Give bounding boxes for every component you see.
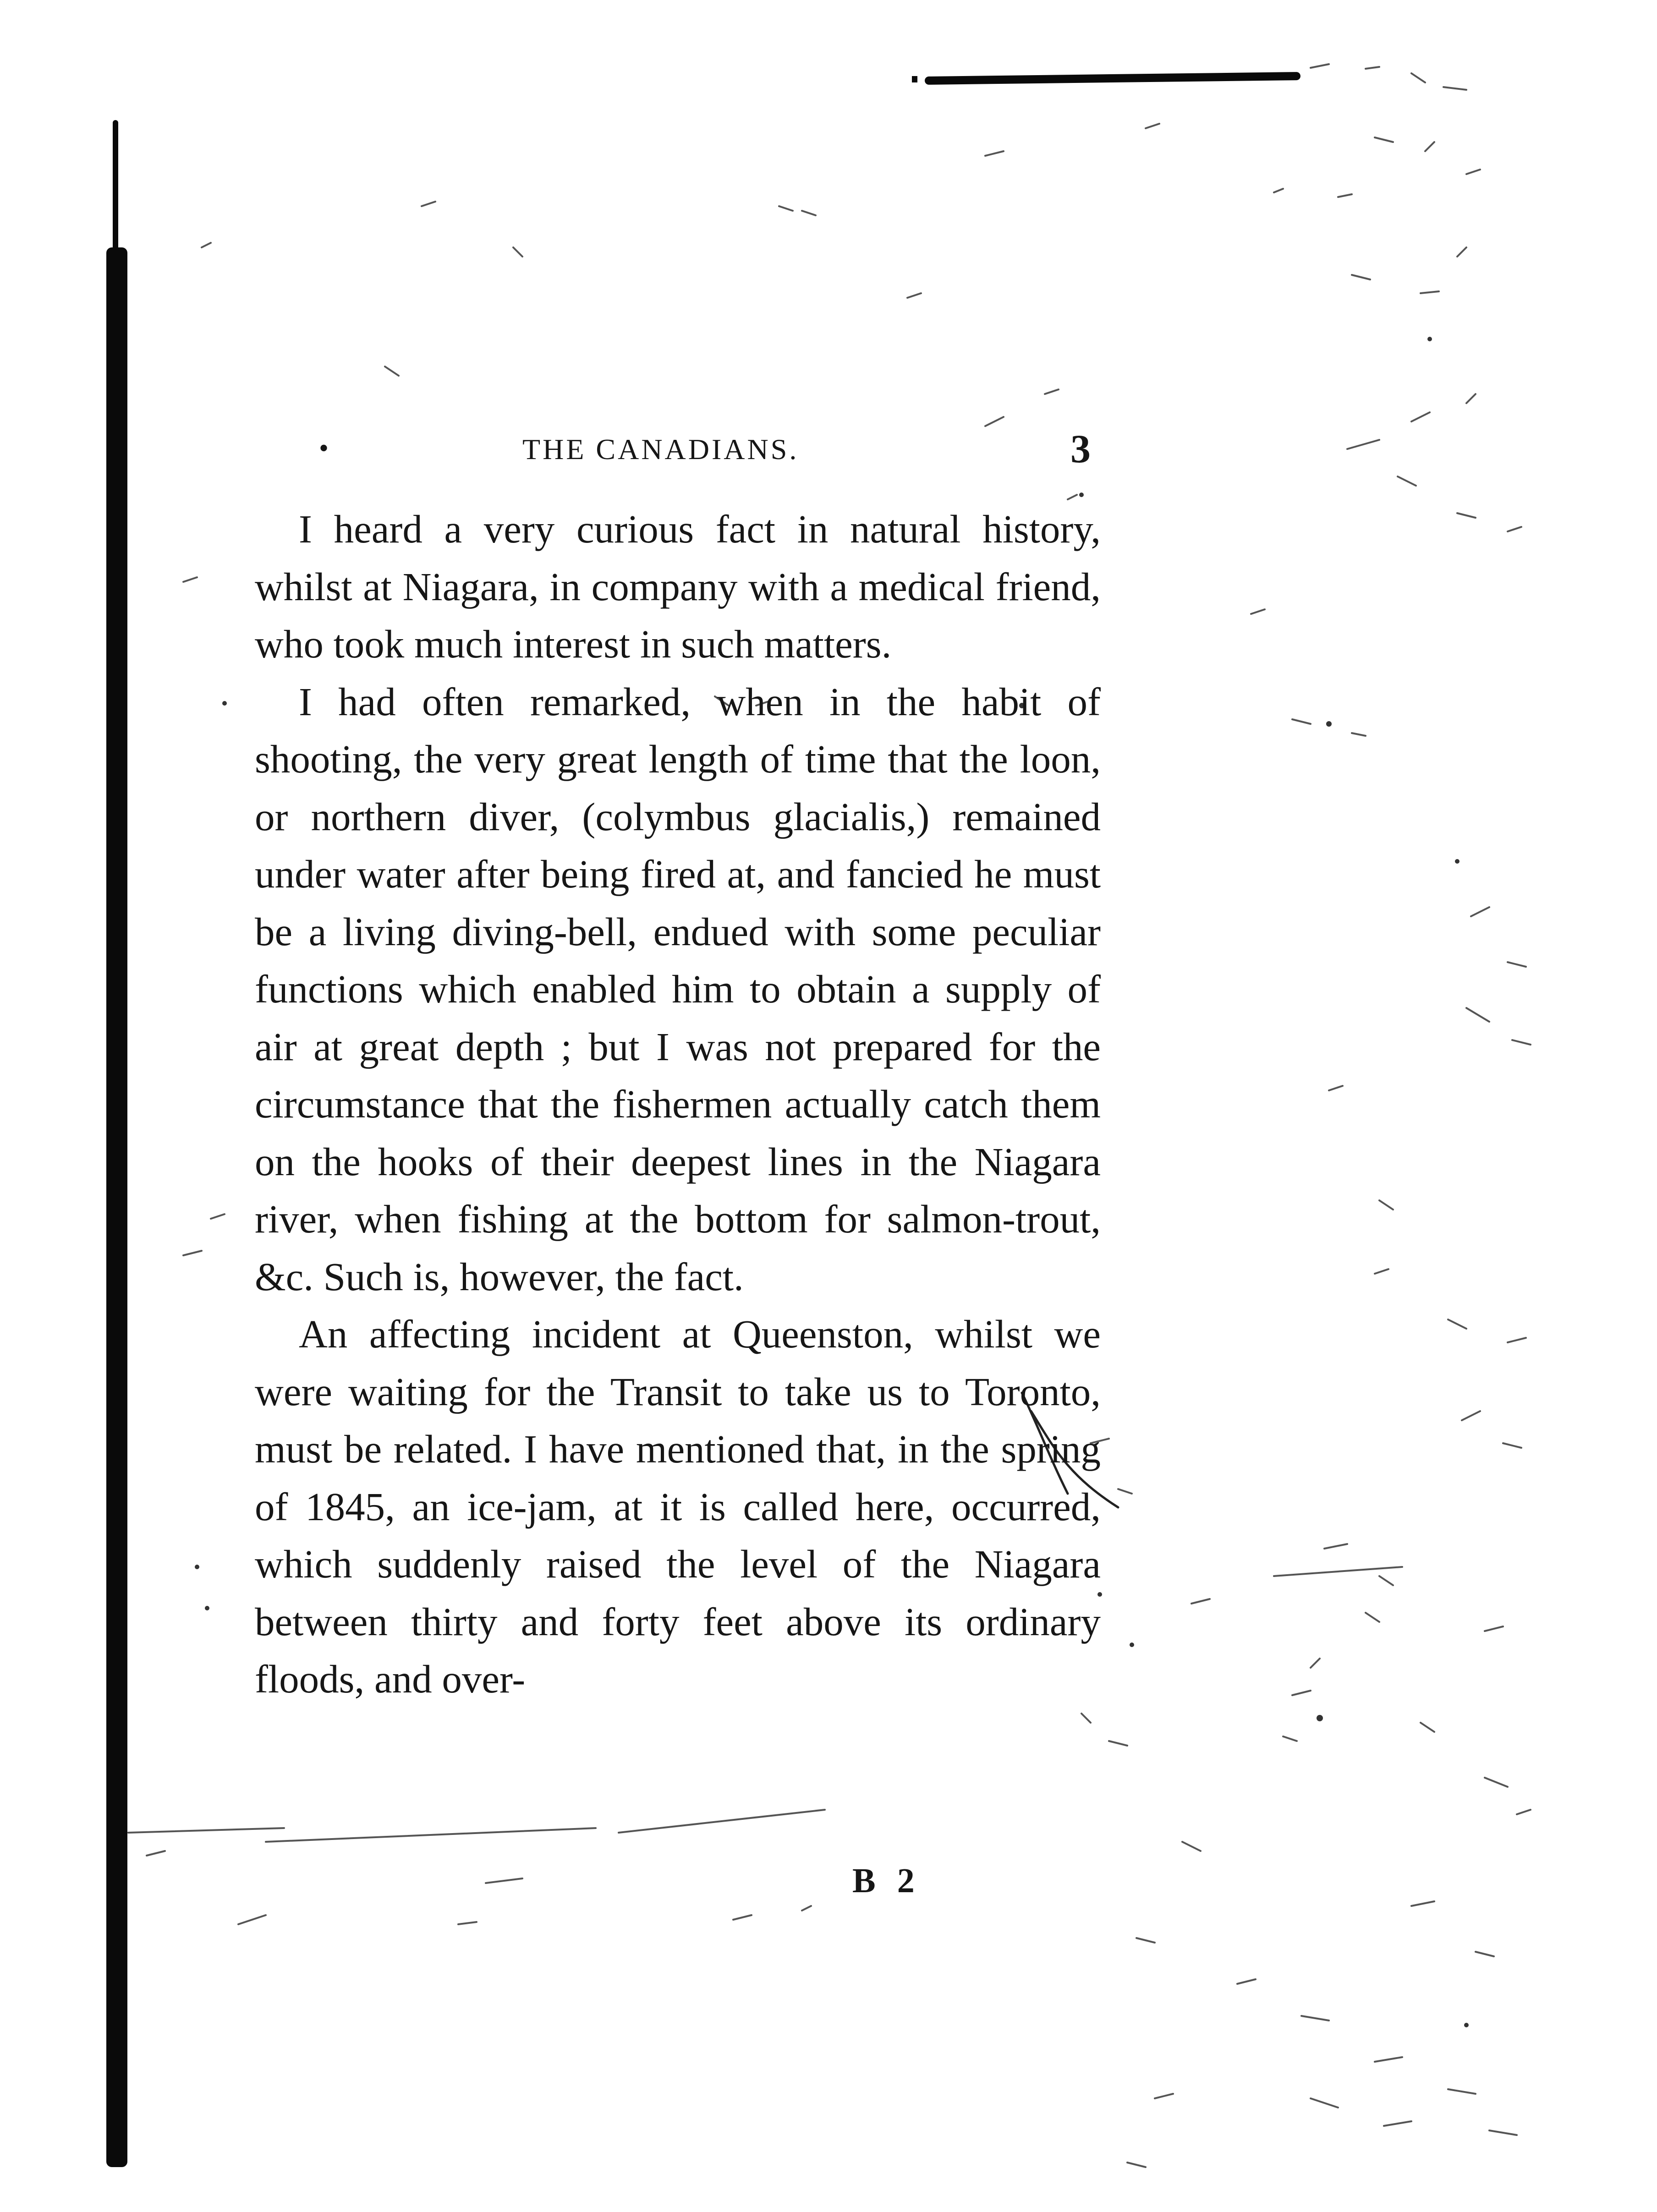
paragraph: I heard a very curious fact in natural history, whilst at Niagara, in company with a medical friend, who took much interest in such matters. <box>255 507 1101 666</box>
running-head <box>293 426 1104 472</box>
signature-mark: B 2 <box>852 1862 921 1900</box>
paragraph: I had often remarked, when in the habit of shooting, the very great length of time that the loon, or northern diver, (colymbus glacialis,) remained under water after being fired at, and fancied he must be a living diving-bell, endued with some peculiar functions which enabled him to obtain a supply of air at great depth ; but I was not prepared for the circumstance that the fishermen actually catch them on the hooks of their deepest lines in the Niagara river, when fishing at the bottom for salmon-trout, &c. Such is, however, the fact. <box>255 679 1101 1299</box>
page-number: 3 <box>1070 427 1091 471</box>
running-head-mark: • <box>319 433 329 463</box>
body-text <box>255 500 1101 1708</box>
paragraph: An affecting incident at Queenston, whilst we were waiting for the Transit to take us to Toronto, must be related. I have mentioned that, in the spring of 1845, an ice-jam, at it is called here, occurred, which suddenly raised the level of the Niagara between thirty and forty feet above its ordinary floods, and over- <box>255 1312 1101 1701</box>
running-head-title: THE CANADIANS. <box>522 433 799 465</box>
